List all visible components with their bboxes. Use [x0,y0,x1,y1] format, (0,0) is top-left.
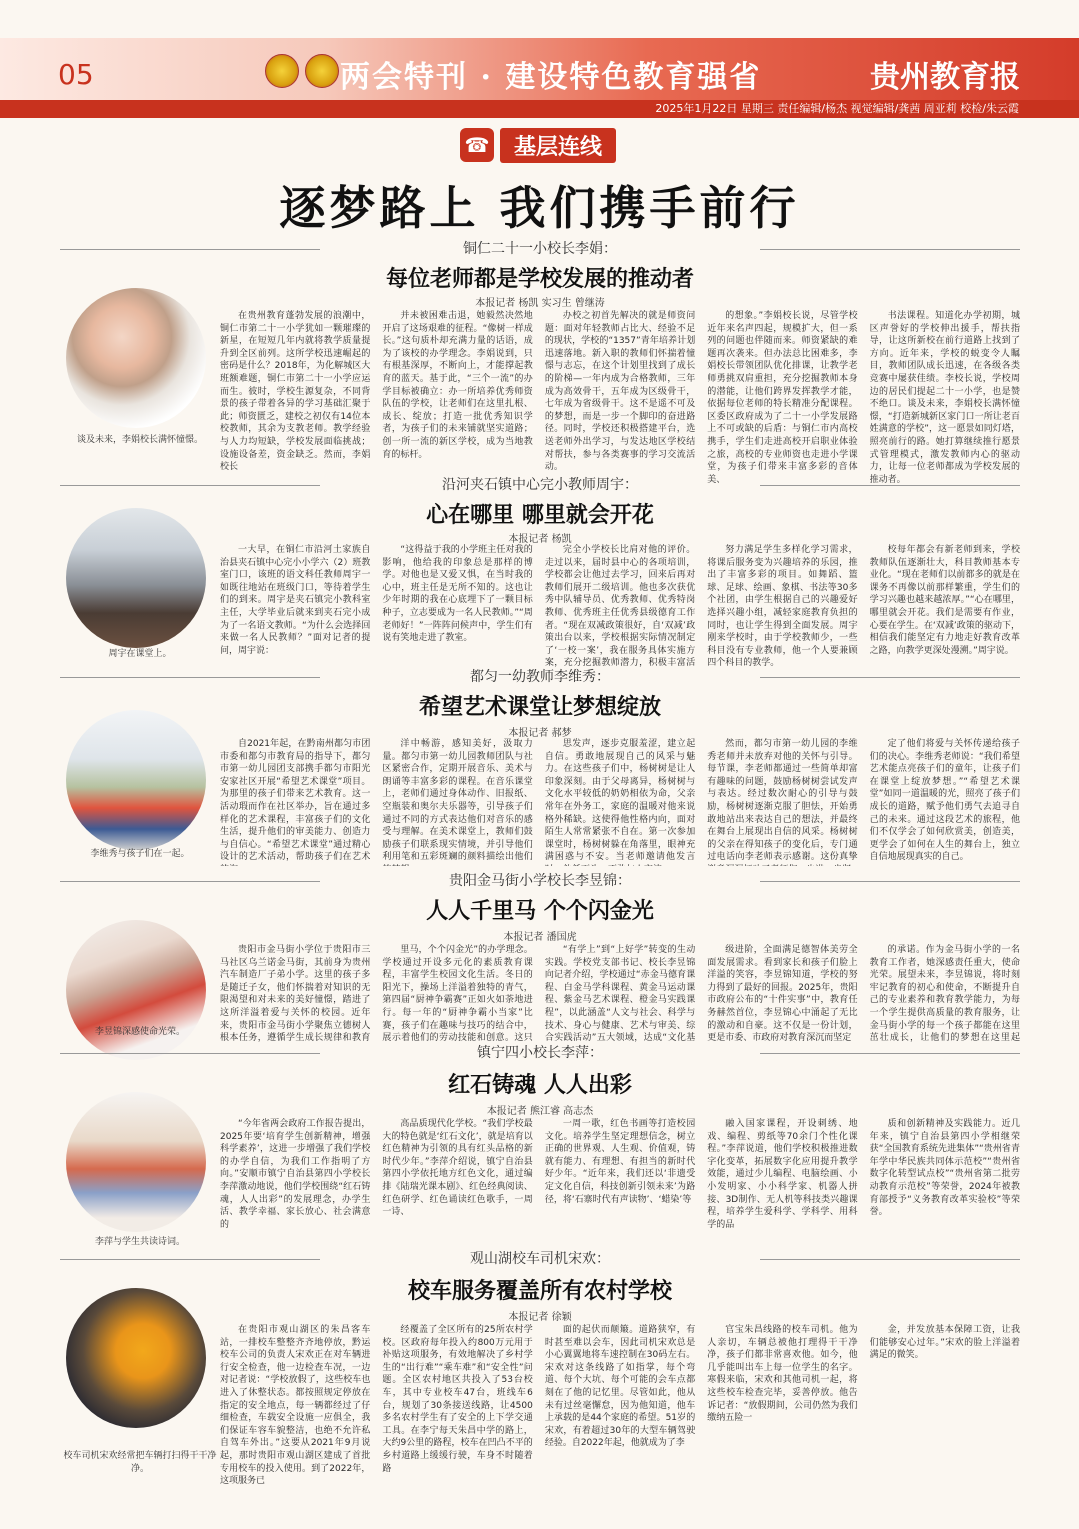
story-title: 希望艺术课堂让梦想绽放 [418,695,661,720]
story-photo [66,920,206,1060]
photo-caption: 校车司机宋欢经常把车辆打扫得干干净净。 [63,1451,217,1474]
story-subject: 铜仁二十一小校长李娟： [463,241,617,257]
story-3 [60,670,1020,870]
body-column: 努力满足学生多样化学习需求，将课后服务变为兴趣培养的乐园，推出了丰富多彩的项目。如舞蹈、篮球、足球、绘画、象棋、书法等30多个社团，由学生根据自己的兴趣爱好选择兴趣小组，减轻家庭教育负担的同时，也让学生得到全面发展。周宇刚来学校时，由于学校教师少，一些科目没有专业教师，他一个人要兼顾四个科目的教学。 [707,545,858,668]
story-body [220,544,1020,668]
story-2 [60,478,1020,668]
story-reporter: 本报记者 熊江睿 高志杰 [486,1106,594,1117]
national-emblem-icon [265,54,299,88]
photo-caption: 谈及未来，李娟校长满怀憧憬。 [76,435,203,445]
story-body [220,310,1020,490]
body-column: 并未被困难击退，她毅然决然地开启了这场艰难的征程。“像树一样成长。”这句质朴却充满力量的话语，成为了该校的办学理念。李娟说到，只有根基深厚，不断向上，才能撑起教育的蓝天。基于此，“三个一流”的办学目标被确立：办一所培养优秀师资队伍的学校，让老师们在这里扎根、成长、绽放；打造一批优秀知识学者，为孩子们的未来铺就坚实道路；创一所一流的新区学校，成为当地教育的标杆。 [382,311,533,460]
body-column: “有学上”到“上好学”转变的生动实践。学校党支部书记、校长李昱锦向记者介绍，学校通过“赤金马德育课程、白金马学科课程、黄金马运动课程、紫金马艺术课程、橙金马实践课程”，以此涵盖“人文与社会、科学与技术、身心与健康、艺术与审美、综合实践活动”五大领域，达成“文化基 [544,945,696,1044]
body-column: 质和创新精神及实践能力。近几年来，镇宁自治县第四小学相继荣获“全国教育系统先进集体”“贵州省青年学中华民族共同体示范校”“贵州省数字化转型试点校”“贵州省第二批劳动教育示范校”等荣誉，2024年被教育部授予“义务教育改革实验校”等荣誉。 [869,1119,1021,1218]
masthead-logo: 贵州教育报 [870,60,1020,95]
body-column: 里马，个个闪金光”的办学理念。学校通过开设多元化的素质教育课程，丰富学生校园文化生活。冬日的阳光下，操场上洋溢着独特的青气，第四届“厨神争霸赛”正如火如荼地进行。每一年的“厨神争霸小当家”比赛，孩子们在趣味与技巧的结合中，展示着他们的劳动技能和创意。这只 [382,945,533,1044]
body-column: “今年省两会政府工作报告提出，2025年要‘培育学生创新精神，增强科学素养’，这进一步增强了我们学校的办学自信，为我们工作指明了方向。”安顺市镇宁自治县第四小学校长李萍激动地说，他们学校围绕“红石铸魂，人人出彩”的发展理念，办学生活、教学幸福、家长放心、社会满意的 [220,1119,371,1230]
story-subject: 贵阳金马街小学校长李昱锦： [449,873,631,889]
story-subject: 观山湖校车司机宋欢： [470,1251,610,1267]
story-photo [66,1092,206,1232]
body-column: 高品质现代化学校。“我们学校最大的特色就是‘红石文化’，就是培育以红色精神为引领的具有红头品格的新时代少年。”李萍介绍说，镇宁自治县第四小学依托地方红色文化，通过编排《陆瑞光课本剧》、红色经典阅读、红色研学、红色诵读红色歌手，一周一诗、 [382,1119,533,1218]
photo-caption: 李萍与学生共读诗词。 [94,1237,185,1247]
story-photo [66,1288,206,1428]
story-1 [60,238,1021,493]
body-column: “这得益于我的小学班主任对我的影响，他给我的印象总是那样的博学。对他也是又爱又惧，在当时我的心中，班主任是无所不知的。这也让少年时期的我在心底埋下了一颗目标种子，立志要成为一名人民教师。”“周老师好！”一阵阵问候声中，学生们有说有笑地走进了教室。 [382,545,533,644]
body-column: 的想象。”李娟校长说，尽管学校近年来名声四起，规模扩大，但一系列的问题也伴随而来。师资紧缺的难题再次袭来。但办法总比困难多，李娟校长带领团队优化排课，让教学老师勇挑双肩重担，充分挖掘教师本身的潜能，让他们跨界发挥教学才能，依据每位老师的特长精准分配课程。区委区政府成为了二十一小学发展路上不可或缺的后盾：与铜仁市内高校携手，学生们走进高校开启职业体验之旅，高校的专业师资也走进小学课堂，为孩子们带来丰富多彩的音体美、 [707,311,858,485]
body-column: 办校之初首先解决的就是师资问题：面对年轻教师占比大、经验不足的现状，学校的“1357”青年培养计划迅速落地。新入职的教师们怀揣着憧憬与志忘，在这个计划里找到了成长的阶梯—一年内成为合格教师，三年成为高效骨干，五年成为区级骨干，七年成为省级骨干。这不是遥不可及的梦想，而是一步一个脚印的奋进路径。同时，学校还积极搭建平台，选送老师外出学习，与发达地区学校结对帮扶，参与各类赛事的学习交流活动。 [544,311,696,473]
body-column: 官宝朱昌线路的校车司机。他为人亲切，车辆总被他打理得干干净净，孩子们都非常喜欢他。如今，他几乎能叫出车上每一位学生的名字。寒假来临，宋欢和其他司机一起，将这些校车检查完毕，妥善停放。他告诉记者：“放假期间，公司仍然为我们缴纳五险一 [707,1325,858,1424]
story-title: 校车服务覆盖所有农村学校 [407,1279,672,1304]
story-subject: 镇宁四小校长李萍： [477,1045,603,1061]
story-subject: 沿河夹石镇中心完小教师周宇： [442,477,638,493]
story-5 [60,1045,1021,1247]
body-column: 一周一歌，红色书画等打造校园文化。培养学生坚定理想信念，树立正确的世界观、人生观、价值观，铸就有能力、有理想、有担当的新时代好少年。“近年来，我们还以‘非遗受定文化自信，科技创新引领未来’为路径，将‘石寨时代有声读物’、‘蜡染’等 [544,1119,696,1205]
body-column: 校每年都会有新老师到来，学校教师队伍逐渐壮大，科目教师基本专业化。“现在老师们以前都多的就是在课务不再像以前那样繁重，学生们的学习兴趣也越来越浓厚。”“心在哪里，哪里就会开花。我们是需要有作业，心要在学生。在‘双减’政策的驱动下，相信我们能坚定有力地走好教育改革之路，向教学更深处漫溯。”周宇说。 [869,545,1021,656]
body-column: 在贵州教育蓬勃发展的浪潮中，铜仁市第二十一小学犹如一颗璀璨的新星，在短短几年内就将教学质量提升到全区前列。这所学校迅速崛起的密码是什么？2018年，为化解城区大班额难题，铜仁市第二十一小学应运而生。彼时，学校生源复杂，不同背景的孩子带着各异的学习基础汇聚于此；师资匮乏，建校之初仅有14位本校教师，其余为支教老师。教学经验与人力均短缺，学校发展面临挑战；设施设备差，资金缺乏。然而，李娟校长 [220,311,371,473]
body-column: 一大早，在铜仁市沿河土家族自治县夹石镇中心完小小学六（2）班教室门口，该班的语文科任教师周宇一如既往地站在班级门口，等待着学生们的到来。周宇是夹石镇完小教科室主任，大学毕业后就来到夹石完小成为了一名语文教师。“为什么会选择回来做一名人民教师？”面对记者的提问，周宇说： [220,545,371,656]
story-divider [60,1046,1020,1060]
body-column: 定了他们将爱与关怀传递给孩子们的决心。李维秀老师说：“我们希望艺术能点亮孩子们的童年，让孩子们在课堂上绽放梦想。”“希望艺术课堂”如同一道温暖的光，照亮了孩子们成长的道路，赋予他们勇气去追寻自己的未来。通过这段艺术的旅程，他们不仅学会了如何欣赏美，创造美，更学会了如何在人生的舞台上，独立自信地展现真实的自己。 [869,739,1021,863]
emblems [265,54,339,88]
story-6 [60,1252,1020,1522]
body-column: 然而，都匀市第一幼儿园的李维秀老师并未放弃对他的关怀与引导。每节课，李老师都通过一些简单却富有趣味的问题，鼓励杨树树尝试发声与表达。经过数次耐心的引导与鼓励，杨树树逐渐克服了胆怯，开始勇敢地站出来表达自己的想法，并最终在舞台上展现出自信的风采。杨树树的父亲在得知孩子的变化后，专门通过电话向李老师表示感谢。这份真挚 [707,739,858,863]
story-subject: 都匀一幼教师李维秀： [470,669,610,685]
body-column: 思发声，逐步克服羞涩，建立起自信。勇敢地展现自己的风采与魅力。在这些孩子们中，杨树树是让人印象深刻。由于父母离异，杨树树与文化水平较低的奶奶相依为命，父亲常年在外务工，家庭的温暖对他来说格外稀缺。这使得他性格内向，面对陌生人常常紧张不自在。第一次参加课堂时，杨树树躲在角落里，眼神充满困惑与不安。当老师邀请他发言 [544,739,696,863]
story-4 [60,874,1020,1044]
header-info: 2025年1月22日 星期三 责任编辑/杨杰 视觉编辑/龚茜 周亚莉 校检/朱云霞 [655,102,1019,115]
main-title: 逐梦路上 我们携手前行 [279,181,800,235]
story-reporter: 本报记者 杨凯 [508,534,572,545]
story-divider [60,670,1020,684]
story-photo [66,508,206,648]
story-reporter: 本报记者 杨凯 实习生 曾继涛 [475,298,605,309]
body-column: 洋中畅游，感知美好，汲取力量。都匀市第一幼儿园教师团队与社区紧密合作，定期开展音乐、美术与朗诵等丰富多彩的课程。在音乐课堂上，老师们通过身体动作、旧报纸、空瓶装和奥尔夫乐器等，引导孩子们通过不同的方式表达他们对音乐的感受与理解。在美术课堂上，教师们鼓励孩子们联系现实情境，并引导他们利用笔和五彩斑斓的颜料描绘出他们 [382,739,533,863]
story-photo [66,710,206,850]
story-body [220,1118,1020,1238]
story-body [220,1324,1020,1514]
story-body [220,944,1020,1044]
body-column: 经覆盖了全区所有的25所农村学校。区政府每年投入约800万元用于补贴这项服务，有效地解决了乡村学生的“出行难”“乘车难”和“安全性”问题。全区农村地区共投入了53台校车，其中专业校车47台，班线车6台，规划了30条接送线路，让4500多名农村学生有了安全的上下学交通工具。在李宁每天朱昌中学的路上，大约9公里的路程，校车在凹凸不平的乡村道路上缓缓行驶，车身不时随着路 [382,1325,533,1474]
story-title: 红石铸魂 人人出彩 [448,1073,632,1098]
story-title: 心在哪里 哪里就会开花 [426,503,654,528]
body-column: 级进阶，全面满足德智体美劳全面发展需求。看到家长和孩子们脸上洋溢的笑容，李昱锦知道，学校的努力得到了最好的回报。2025年，贵阳市政府公布的“十件实事”中，教育任务赫然首位，李昱锦心中涌起了无比的激动和自豪。这不仅是一份计划，更是市委、市政府对教育深沉而坚定 [707,945,858,1044]
body-column: 面的起伏而颠簸。道路狭窄，有时甚至难以会车，因此司机宋欢总是小心翼翼地将车速控制在30码左右。宋欢对这条线路了如指掌，每个弯道、每个大坑、每个可能的会车点都刻在了他的记忆里。尽管如此，他从未有过丝毫懈怠，因为他知道，他车上承载的是44个家庭的希望。51岁的宋欢，有着超过30年的大型车辆驾驶经验。自2022年起，他就成为了李 [544,1325,696,1449]
story-divider [60,874,1020,888]
body-column: 书法课程。知道化办学初期，城区声誉好的学校伸出援手，帮扶指导，让这所新校在前行道路上找到了方向。近年来，学校的蜕变令人瞩目，教师团队成长迅速，在各级各类竞赛中屡获佳绩。李校长说，学校周边的居民们提起二十一小学，也是赞不绝口。谈及未来，李娟校长满怀憧憬，“打造新城新区家门口一所让老百姓满意的学校”，这一愿景如同灯塔，照亮前行的路。她打算继续推行愿景式管理模式，激发教师内心的驱动力，让每一位老师都成为学校发展的推动者。 [869,311,1021,485]
page-number: 05 [58,58,94,91]
story-title: 人人千里马 个个闪金光 [426,899,654,924]
page-header-title: 两会特刊 · 建设特色教育强省 [340,60,762,95]
story-reporter: 本报记者 潘国虎 [503,932,577,943]
story-reporter: 本报记者 徐颖 [508,1312,572,1323]
story-title: 每位老师都是学校发展的推动者 [385,267,694,292]
phone-icon: ☎ [460,128,494,162]
body-column: 融入国家课程，开设刺绣、地戏、编程、剪纸等70余门个性化课程。”李萍说道，他们学校积极推进数字化变革，拓展数字化应用提升教学效能，通过少儿编程、电脑绘画、小小发明家、小小科学家、机器人拼接、3D制作、无人机等科技类兴趣课程，培养学生爱科学、学科学、用科学的品 [707,1119,858,1230]
photo-caption: 李昱锦深感使命光荣。 [94,1027,185,1037]
story-photo [66,288,206,428]
cppcc-emblem-icon [305,54,339,88]
photo-caption: 周宇在课堂上。 [108,649,172,659]
story-reporter: 本报记者 郝梦 [508,728,572,739]
story-body [220,738,1020,866]
story-divider [60,242,1020,256]
story-divider [60,478,1020,492]
photo-caption: 李维秀与孩子们在一起。 [90,849,190,859]
body-column: 的承诺。作为金马街小学的一名教育工作者，她深感责任重大，使命光荣。展望未来，李昱锦说，将时刻牢记教育的初心和使命，不断提升自己的专业素养和教育教学能力，为每一个学生提供高质量的教育服务，让金马街小学的每一个孩子都能在这里茁壮成长，让他们的梦想在这里起 [869,945,1021,1044]
body-column: 完全小学校长比肩对他的评价。走过以来，届时县中心的各项培训，学校都会让他过去学习，回来后再对教师们展开二级培训。他也多次获优秀中队辅导员、优秀教师、优秀特岗教师、优秀班主任优秀县级德育工作者。“现在双减政策很好，自‘双减’政策出台以来，学校根据实际情况制定了‘一校一案’，我在服务具体实施方案，充分挖掘教师潜力，积极丰富活 [544,545,696,668]
body-column: 金，并发放基本保障工资，让我们能够安心过年。”宋欢的脸上洋溢着满足的微笑。 [869,1325,1021,1361]
body-column: 自2021年起，在黔南州都匀市团市委和都匀市教育局的指导下，都匀市第一幼儿园团支部携手都匀市阳光安家社区开展“希望艺术课堂”项目。为那里的孩子们带来艺术教育。这一活动瑕而作在社区举办，旨在通过多样化的艺术课程，丰富孩子们的文化生活，提升他们的审美能力、创造力与自信心。“希望艺术课堂”通过精心设计的艺术活动，帮助孩子们在艺术 [220,739,371,863]
story-divider [60,1252,1020,1266]
body-column: 在贵阳市观山湖区的朱昌客车站，一排校车整整齐齐地停放，黔运校车公司的负责人宋欢正在对车辆进行安全检查，他一边检查车况，一边对记者说：“学校放假了，这些校车也进入了休整状态。都按照规定停放在指定的安全地点，每一辆都经过了仔细检查，车载安全设施一应俱全，我们保证车容车貌整洁，也绝不允许私自驾车外出。”这要从2021年9月说起，那时贵阳市观山湖区建成了首批专用校车的投入使用。到了2022年，这项服务已 [220,1325,371,1487]
section-tag [460,128,616,162]
body-column: 贵阳市金马街小学位于贵阳市三马社区乌兰诺金马街，其前身为贵州汽车制造厂子弟小学。这里的孩子多是随迁子女，他们怀揣着对知识的无限渴望和对未来的美好憧憬，踏进了这所洋溢着爱与关怀的校园。近年来，贵阳市金马街小学聚焦立德树人根本任务，遵循学生成长规律和教育 [220,945,371,1044]
section-tag-label: 基层连线 [500,128,616,163]
